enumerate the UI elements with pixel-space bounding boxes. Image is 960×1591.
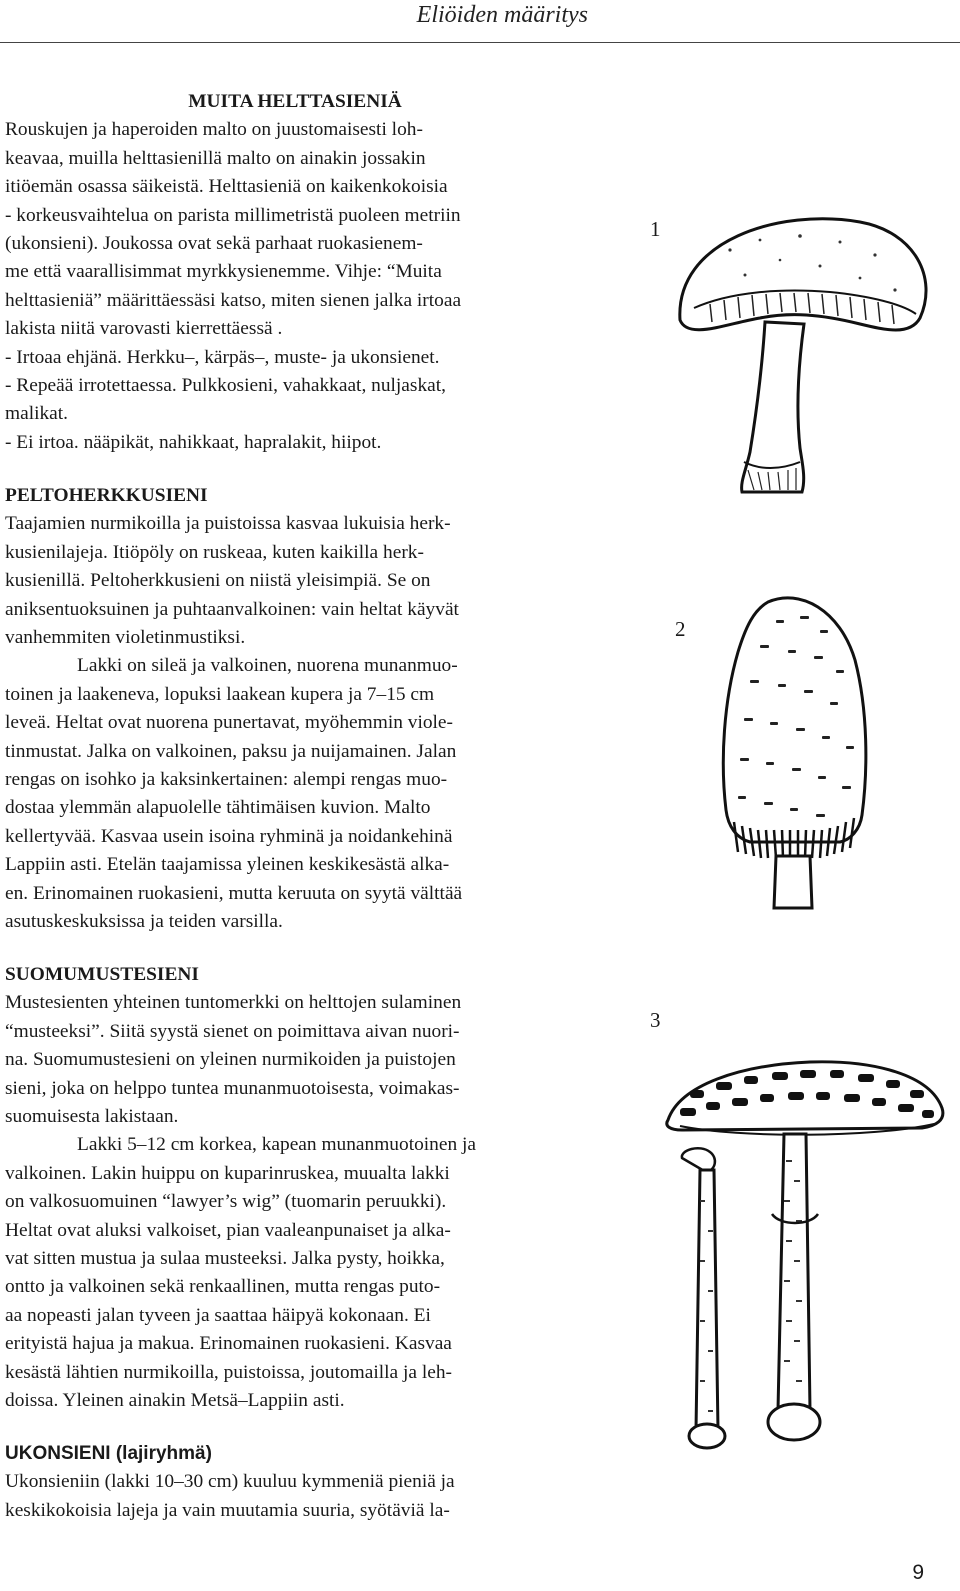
body-line: doissa. Yleinen ainakin Metsä–Lappiin asti.: [5, 1390, 345, 1412]
body-line: Lappiin asti. Etelän taajamissa yleinen keskikesästä alka-: [5, 854, 450, 876]
page-number: 9: [912, 1561, 924, 1584]
parasol-mushroom-icon: [660, 1030, 950, 1450]
body-line: aniksentuoksuinen ja puhtaanvalkoinen: vain heltat käyvät: [5, 598, 459, 620]
body-line: kesästä lähtien nurmikoilla, puistoissa, joutomailla ja leh-: [5, 1361, 452, 1383]
header-rule: [0, 42, 960, 43]
body-line: itiöemän osassa säikeistä. Helttasieniä on kaikenkokoisia: [5, 176, 448, 198]
body-line: valkoinen. Lakin huippu on kuparinruskea, muualta lakki: [5, 1162, 450, 1184]
body-line: on valkosuomuinen “lawyer’s wig” (tuomarin peruukki).: [5, 1191, 447, 1213]
section-heading: UKONSIENI (lajiryhmä): [5, 1443, 212, 1464]
figure-number: 2: [675, 617, 686, 641]
mushroom-gilled-icon: [670, 200, 940, 500]
body-line: Mustesienten yhteinen tuntomerkki on helttojen sulaminen: [5, 992, 462, 1014]
body-line: malikat.: [5, 403, 69, 425]
body-line: helttasieniä” määrittäessäsi katso, miten sienen jalka irtoaa: [5, 289, 462, 311]
body-line: Taajamien nurmikoilla ja puistoissa kasvaa lukuisia herk-: [5, 513, 451, 535]
body-line: vanhemmiten violetinmustiksi.: [5, 627, 246, 649]
body-line: keavaa, muilla helttasienillä malto on ainakin jossakin: [5, 147, 426, 169]
section-muita-helttasienia: [5, 88, 585, 457]
body-line: Heltat ovat aluksi valkoiset, pian vaaleanpunaiset ja alka-: [5, 1219, 451, 1241]
body-line: tinmustat. Jalka on valkoinen, paksu ja nuijamainen. Jalan: [5, 740, 457, 762]
body-line: vat sitten mustua ja sulaa musteeksi. Jalka pysty, hoikka,: [5, 1248, 445, 1270]
body-line: dostaa ylemmän alapuolelle tähtimäisen kuvion. Malto: [5, 797, 431, 819]
figure-number: 1: [650, 217, 661, 241]
body-line: - korkeusvaihtelua on parista millimetristä puoleen metriin: [5, 204, 461, 226]
body-line: kusienillä. Peltoherkkusieni on niistä yleisimpiä. Se on: [5, 570, 431, 592]
body-line: Lakki 5–12 cm korkea, kapean munanmuotoinen ja: [77, 1134, 477, 1156]
section-heading: MUITA HELTTASIENIÄ: [188, 91, 402, 112]
body-line: sieni, joka on helppo tuntea munanmuotoisesta, voimakas-: [5, 1077, 460, 1099]
body-line: suomuisesta lakistaan.: [5, 1106, 179, 1128]
body-line: - Repeää irrotettaessa. Pulkkosieni, vahakkaat, nuljaskat,: [5, 375, 446, 397]
body-line: leveä. Heltat ovat nuorena punertavat, myöhemmin viole-: [5, 712, 453, 734]
body-line: - Irtoaa ehjänä. Herkku–, kärpäs–, muste- ja ukonsienet.: [5, 346, 440, 368]
body-line: en. Erinomainen ruokasieni, mutta keruuta on syytä välttää: [5, 882, 463, 904]
figure-number: 3: [650, 1008, 661, 1032]
body-line: erityistä hajua ja makua. Erinomainen ruokasieni. Kasvaa: [5, 1333, 452, 1355]
body-line: Lakki on sileä ja valkoinen, nuorena munanmuo-: [77, 655, 458, 677]
section-heading: SUOMUMUSTESIENI: [5, 964, 199, 985]
body-line: kellertyvää. Kasvaa usein isoina ryhminä ja noidankehinä: [5, 825, 453, 847]
body-line: Ukonsieniin (lakki 10–30 cm) kuuluu kymmeniä pieniä ja: [5, 1471, 455, 1493]
body-line: “musteeksi”. Siitä syystä sienet on poimittava aivan nuori-: [5, 1020, 460, 1042]
body-line: Rouskujen ja haperoiden malto on juustomaisesti loh-: [5, 119, 423, 141]
body-line: me että vaarallisimmat myrkkysienemme. Vihje: “Muita: [5, 261, 442, 283]
section-ukonsieni: [5, 1440, 585, 1525]
body-line: ontto ja valkoinen sekä renkaallinen, mutta rengas puto-: [5, 1276, 441, 1298]
running-header-title: Eliöiden määritys: [416, 2, 588, 28]
body-line: asutuskeskuksissa ja teiden varsilla.: [5, 911, 283, 933]
shaggy-ink-cap-icon: [690, 590, 900, 920]
running-header: [0, 0, 960, 44]
section-suomumustesieni: [5, 961, 585, 1416]
body-line: - Ei irtoa. nääpikät, nahikkaat, hapralakit, hiipot.: [5, 431, 382, 453]
body-line: aa nopeasti jalan tyveen ja saattaa häipyä kokonaan. Ei: [5, 1304, 431, 1326]
body-line: toinen ja laakeneva, lopuksi laakean kupera ja 7–15 cm: [5, 683, 435, 705]
body-line: lakista niitä varovasti kierrettäessä .: [5, 318, 283, 340]
section-peltoherkkusieni: [5, 482, 585, 937]
body-line: rengas on isohko ja kaksinkertainen: alempi rengas muo-: [5, 769, 448, 791]
body-line: (ukonsieni). Joukossa ovat sekä parhaat ruokasienem-: [5, 233, 423, 255]
section-heading: PELTOHERKKUSIENI: [5, 485, 208, 506]
body-line: keskikokoisia lajeja ja vain muutamia suuria, syötäviä la-: [5, 1499, 450, 1521]
body-line: na. Suomumustesieni on yleinen nurmikoiden ja puistojen: [5, 1049, 456, 1071]
body-line: kusienilajeja. Itiöpöly on ruskeaa, kuten kaikilla herk-: [5, 541, 424, 563]
